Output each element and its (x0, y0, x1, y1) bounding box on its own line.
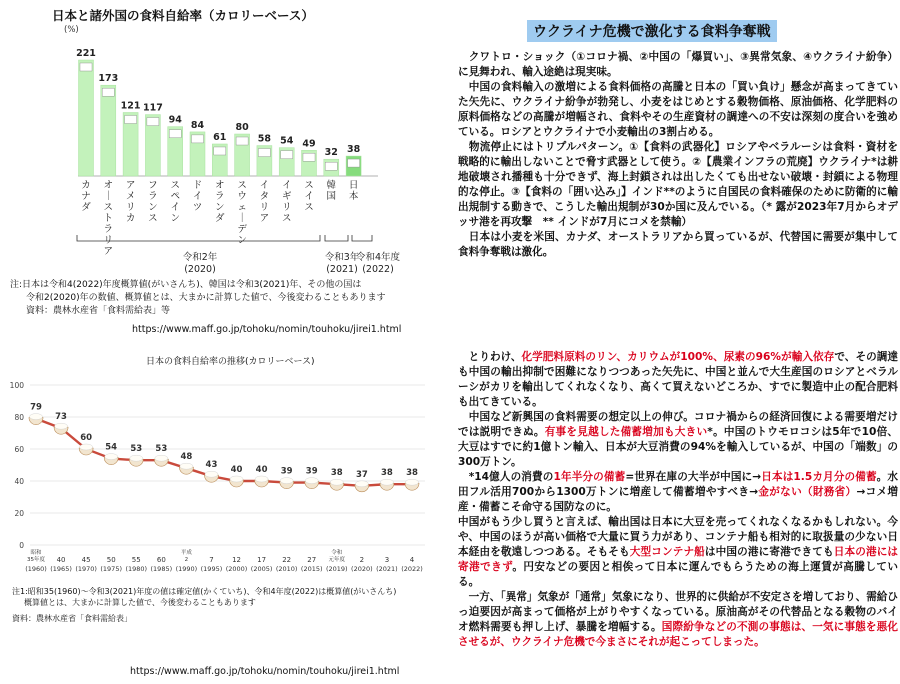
highlight-text: 大型コンテナ船 (629, 546, 705, 558)
flag-icon (303, 153, 315, 161)
text-run: で、その調達も中国の輸出抑制で困難になりつつあった矢先に、中国と並んで大生産国のロシアとベラルーシがカリを輸出してくれなくなり、高くて買えないどころか、すでに製造中止の配合肥料も出てきている。 (458, 351, 898, 408)
category-label-char: ダ (215, 213, 225, 224)
category-label-char: ペ (170, 191, 180, 202)
flag-icon (258, 149, 270, 157)
rice-marker (205, 471, 218, 477)
y-tick-label: 40 (14, 477, 24, 486)
text-run: 中国がもう少し買うと言えば、輸出国は日本に大豆を売ってくれなくなるかもしれない。今や、中国のほうが高い価格で大量に買う力があり、コンテナ船も相対的に取扱量の少ない日本経由を敬遠しつつある。そもそも (458, 516, 898, 558)
rice-marker (80, 444, 93, 450)
category-label-char: 韓 (326, 180, 337, 191)
line-chart-panel (0, 342, 450, 684)
highlight-text: 国際紛争などの不測の事態は、一気に事態を悪化させるが、ウクライナ危機で今まさにそれが起こってしまった。 (458, 621, 899, 648)
bar (101, 85, 116, 176)
y-tick-label: 60 (14, 445, 24, 454)
bar (79, 60, 94, 176)
x-tick-label: 2 (184, 557, 189, 563)
category-label-char: ン (215, 202, 225, 213)
x-tick-label: 令和 (331, 550, 343, 556)
point-value-label: 79 (30, 402, 42, 413)
category-label-char: イ (170, 202, 180, 213)
x-tick-label: 27 (307, 556, 317, 564)
x-tick-label: 60 (156, 556, 166, 564)
y-tick-label: 80 (14, 413, 24, 422)
group-bracket (352, 235, 372, 241)
category-label-char: ス (304, 202, 314, 213)
flag-icon (281, 151, 293, 159)
category-label-char: 日 (348, 180, 359, 191)
category-label-char: ス (281, 213, 292, 224)
bar-chart-svg (0, 0, 450, 285)
article-paragraph-5 (458, 590, 898, 650)
bar-value-label: 221 (76, 48, 96, 59)
x-tick-year: (1990) (175, 565, 198, 573)
x-tick-label: 17 (257, 556, 267, 564)
text-run: は中国の港に寄港できても (704, 546, 834, 558)
y-tick-label: 20 (14, 509, 24, 518)
x-tick-label: 昭和 (30, 550, 42, 556)
text-run: 。円安などの要因と相俟って日本に運んでもらうための海上運賃が高騰している。 (458, 561, 898, 588)
category-label-char: オ (215, 180, 225, 191)
bar-chart-source: 資料：農林水産省「食料需給表」等 (26, 306, 171, 316)
x-tick-label: 元年度 (328, 557, 346, 563)
article-paragraph-1 (458, 350, 898, 410)
text-run: =世界在庫の大半が中国に→ (625, 471, 762, 483)
x-tick-year: (1985) (150, 565, 173, 573)
article-paragraph: クワトロ・ショック（①コロナ禍、②中国の「爆買い」、③異常気象、④ウクライナ紛争）に見舞われ、輸入途絶は現実味。 (458, 51, 898, 78)
category-label-char: イ (192, 191, 203, 202)
category-label-char: ア (259, 213, 270, 224)
rice-marker (255, 476, 268, 482)
rice-marker (55, 423, 68, 429)
rice-marker (305, 478, 318, 484)
highlight-text: 日本は1.5カ月分の備蓄 (761, 471, 877, 483)
bar-chart-url[interactable]: https://www.maff.go.jp/tohoku/nomin/touhoku/jirei1.html (132, 324, 402, 335)
category-label-char: ギ (281, 191, 292, 202)
bar-value-label: 121 (120, 100, 141, 112)
text-run: 一方、「異常」気象が「通常」気象になり、世界的に供給が不安定さを増しており、需給ひっ迫要因が高まって価格が上がりやすくなっている。原油高がその代替品となる穀物のバイオ燃料需要も押し上げ、暴騰を増幅する。 (458, 591, 898, 633)
rice-marker (30, 414, 43, 420)
category-label-char: ス (170, 180, 180, 191)
x-tick-year: (2020) (351, 565, 373, 573)
category-label-char: ダ (81, 202, 91, 213)
x-tick-label: 平成 (180, 550, 192, 556)
text-run: とりわけ、 (458, 351, 522, 363)
category-label-char: イ (281, 180, 292, 191)
article-panel (450, 0, 900, 684)
x-tick-year: (2010) (275, 565, 298, 573)
rice-marker (130, 455, 143, 461)
line-chart-source: 資料：農林水産省「食料需給表」 (12, 614, 132, 623)
point-value-label: 38 (330, 468, 343, 479)
point-value-label: 53 (155, 444, 168, 455)
bar-value-label: 58 (257, 133, 272, 145)
category-label-char: ア (125, 180, 136, 191)
category-label-char: ン (148, 202, 158, 213)
bar-value-label: 84 (190, 119, 205, 131)
text-run: *14億人の消費の (458, 471, 554, 483)
category-label-char: ト (103, 213, 114, 224)
article-paragraph: 中国の食料輸入の激増による食料価格の高騰と日本の「買い負け」懸念が高まってきていた矢先に、ウクライナ紛争が勃発し、小麦をはじめとする穀物価格、原油価格、化学肥料の原料価格などの高騰が増幅され、食料やその生産資材の調達への不安は深刻の度合いを強めている。ロシアとウクライナで小麦輸出の3割占める。 (458, 81, 898, 138)
category-label-char: カ (81, 180, 91, 191)
text-run: →コメ増産・備蓄こそ命守る国防なのに。 (458, 486, 898, 513)
category-label-char: ラ (215, 191, 225, 202)
x-tick-year: (2022) (401, 565, 423, 573)
x-tick-label: 40 (56, 556, 66, 564)
point-value-label: 40 (255, 465, 268, 475)
category-label-char: カ (125, 213, 136, 224)
point-value-label: 38 (381, 468, 393, 479)
category-label-char: 国 (326, 191, 337, 202)
article-section-top (458, 50, 898, 260)
highlight-text: 日本の港には寄港できず (458, 546, 899, 573)
group-bracket (77, 235, 320, 241)
bar-value-label: 80 (235, 122, 249, 134)
point-value-label: 43 (205, 460, 218, 471)
rice-marker (230, 476, 243, 482)
point-value-label: 48 (180, 452, 193, 463)
bar-value-label: 49 (302, 138, 316, 150)
rice-marker (155, 455, 168, 461)
category-label-char: ナ (81, 191, 91, 202)
category-label-char: リ (103, 235, 114, 246)
group-label: 令和4年度 (355, 252, 401, 263)
flag-icon (325, 162, 337, 170)
category-label-char: ラ (103, 224, 114, 235)
point-value-label: 54 (105, 442, 118, 453)
rice-marker (406, 479, 419, 485)
category-label-char: ス (304, 180, 314, 191)
category-label-char: リ (281, 202, 292, 213)
category-label-char: オ (103, 180, 114, 191)
category-label-char: ツ (192, 202, 203, 213)
highlight-text: 1年半分の備蓄 (553, 471, 626, 483)
x-tick-year: (1980) (125, 565, 148, 573)
line-chart-title: 日本の食料自給率の推移(カロリーベース) (146, 357, 315, 367)
line-chart-note-2: 概算値とは、大まかに計算した値で、今後変わることもあります (24, 598, 256, 607)
article-paragraph-2 (458, 410, 898, 470)
x-tick-label: 4 (409, 556, 415, 564)
article-paragraph: 日本は小麦を米国、カナダ、オーストラリアから買っているが、代替国に需要が集中して食料争奪戦は激化。 (458, 231, 898, 258)
rice-marker (105, 454, 118, 460)
bar-chart-note-2: 令和2(2020)年の数値、概算値とは、大まかに計算した値で、今後変わることもあります (26, 293, 386, 303)
x-tick-label: 7 (209, 556, 214, 564)
category-label-char: イ (259, 180, 270, 191)
flag-icon (80, 63, 92, 71)
category-label-char: リ (125, 202, 136, 213)
category-label-char: ス (148, 213, 158, 224)
point-value-label: 73 (55, 412, 67, 423)
line-chart-svg (0, 342, 450, 587)
point-value-label: 39 (305, 466, 318, 477)
category-label-char: ス (103, 202, 114, 213)
x-tick-label: 22 (282, 556, 292, 564)
text-run: *。中国のトウモロコシは5年で10倍、大豆はすでに約1億トン輸入、日本が大豆消費の94%を輸入しているが、中国の「端数」の300万トン。 (458, 426, 899, 468)
group-year: (2020) (184, 264, 216, 275)
category-label-char: メ (125, 191, 136, 202)
rice-marker (330, 479, 343, 485)
x-tick-year: (2005) (250, 565, 273, 573)
flag-icon (214, 147, 226, 155)
bar-chart-note-1: 注:日本は令和4(2022)年度概算値(がいさんち)、韓国は令和3(2021)年、その他の国は (10, 280, 362, 290)
x-tick-year: (2021) (376, 565, 398, 573)
point-value-label: 38 (406, 468, 418, 479)
y-axis-unit: (%) (64, 25, 79, 35)
text-run: 。水田フル活用700から1300万トンに増産して備蓄増やすべき→ (458, 471, 898, 498)
category-label-char: ド (192, 180, 203, 191)
flag-icon (125, 115, 137, 123)
bar-value-label: 32 (324, 147, 338, 159)
point-value-label: 39 (280, 466, 293, 477)
x-tick-label: 50 (106, 556, 116, 564)
article-paragraph-4 (458, 515, 898, 590)
flag-icon (169, 130, 181, 138)
x-tick-label: 55 (131, 556, 141, 564)
x-tick-year: (1965) (50, 565, 72, 573)
bar-chart-title: 日本と諸外国の食料自給率（カロリーベース） (52, 8, 314, 23)
x-tick-year: (2015) (300, 565, 323, 573)
rice-marker (380, 479, 393, 485)
highlight-text: 金がない（財務省） (758, 486, 857, 498)
category-label-char: ア (103, 246, 114, 257)
x-tick-year: (2019) (325, 565, 348, 573)
rice-marker (180, 463, 193, 469)
x-tick-year: (1995) (200, 565, 223, 573)
highlight-text: 有事を見越した備蓄増加も大きい (544, 426, 708, 438)
bar-value-label: 61 (213, 131, 227, 143)
x-tick-year: (1975) (100, 565, 123, 573)
point-value-label: 37 (355, 469, 368, 480)
flag-icon (348, 159, 360, 167)
category-label-char: イ (304, 191, 314, 202)
article-title: ウクライナ危機で激化する食料争奪戦 (527, 20, 777, 42)
group-label: 令和3年 (324, 252, 360, 263)
highlight-text: 化学肥料原料のリン、カリウムが100%、尿素の96%が輸入依存 (521, 351, 835, 363)
bar-chart-panel (0, 0, 450, 342)
x-tick-year: (1960) (25, 565, 47, 573)
point-value-label: 60 (80, 433, 93, 443)
category-label-char: ェ (237, 202, 247, 213)
text-run: 中国など新興国の食料需要の想定以上の伸び。コロナ禍からの経済回復による需要増だけでは説明できぬ。 (458, 411, 898, 438)
category-label-char: ン (237, 235, 247, 246)
category-label-char: ｜ (237, 213, 247, 224)
flag-icon (192, 135, 204, 143)
line-chart-url[interactable]: https://www.maff.go.jp/tohoku/nomin/touhoku/jirei1.html (130, 666, 400, 677)
x-tick-year: (2000) (225, 565, 248, 573)
bar-value-label: 117 (142, 102, 163, 114)
category-label-char: ン (170, 213, 180, 224)
category-label-char: フ (148, 180, 158, 191)
category-label-char: ス (237, 180, 247, 191)
category-label-char: タ (259, 191, 270, 202)
x-tick-label: 45 (81, 556, 91, 564)
group-label: 令和2年 (182, 252, 218, 263)
group-year: (2022) (362, 264, 394, 275)
flag-icon (236, 137, 248, 145)
x-tick-label: 12 (232, 556, 241, 564)
flag-icon (147, 118, 159, 126)
category-label-char: 本 (348, 191, 359, 202)
bar-value-label: 94 (168, 114, 182, 126)
group-year: (2021) (326, 264, 358, 275)
bar-value-label: 54 (280, 135, 294, 147)
flag-icon (102, 88, 114, 96)
line-chart-note-1: 注1:昭和35(1960)～令和3(2021)年度の値は確定値(かくていち)、令和4年度(2022)は概算値(がいさんち) (12, 587, 397, 596)
x-tick-year: (1970) (75, 565, 97, 573)
bar-value-label: 38 (346, 144, 361, 156)
category-label-char: ウ (237, 191, 247, 202)
bar-value-label: 173 (98, 73, 119, 85)
point-value-label: 40 (230, 465, 243, 475)
y-tick-label: 100 (9, 381, 24, 390)
rice-marker (355, 481, 368, 487)
category-label-char: ｜ (103, 191, 114, 202)
article-paragraph-3 (458, 470, 898, 515)
category-label-char: リ (259, 202, 270, 213)
x-tick-label: 2 (359, 556, 365, 564)
x-tick-label: 3 (384, 556, 390, 564)
category-label-char: ラ (148, 191, 158, 202)
group-bracket (325, 235, 348, 241)
category-label-char: デ (237, 224, 247, 235)
article-section-bottom (458, 350, 898, 650)
y-tick-label: 0 (19, 541, 24, 550)
point-value-label: 53 (130, 444, 143, 455)
x-tick-label: 35年度 (27, 557, 45, 563)
rice-marker (280, 478, 293, 484)
article-paragraph: 物流停止にはトリプルパターン。①【食料の武器化】ロシアやベラルーシは食料・資材を戦略的に輸出しないことで脅す武器として使う。②【農業インフラの荒廃】ウクライナ*は耕地破壊され播種も十分できず、海上封鎖されは出したくても出せない破壊・封鎖による物理的な停止。③【食料の「囲い込み」】インド**のように自国民の食料確保のために防衛的に輸出規制する動きで、こうした輸出規制が30か国に及んでいる。（* 露が2023年7月からオデッサ港を再攻撃 ** インドが7月にコメを禁輸） (458, 141, 898, 228)
